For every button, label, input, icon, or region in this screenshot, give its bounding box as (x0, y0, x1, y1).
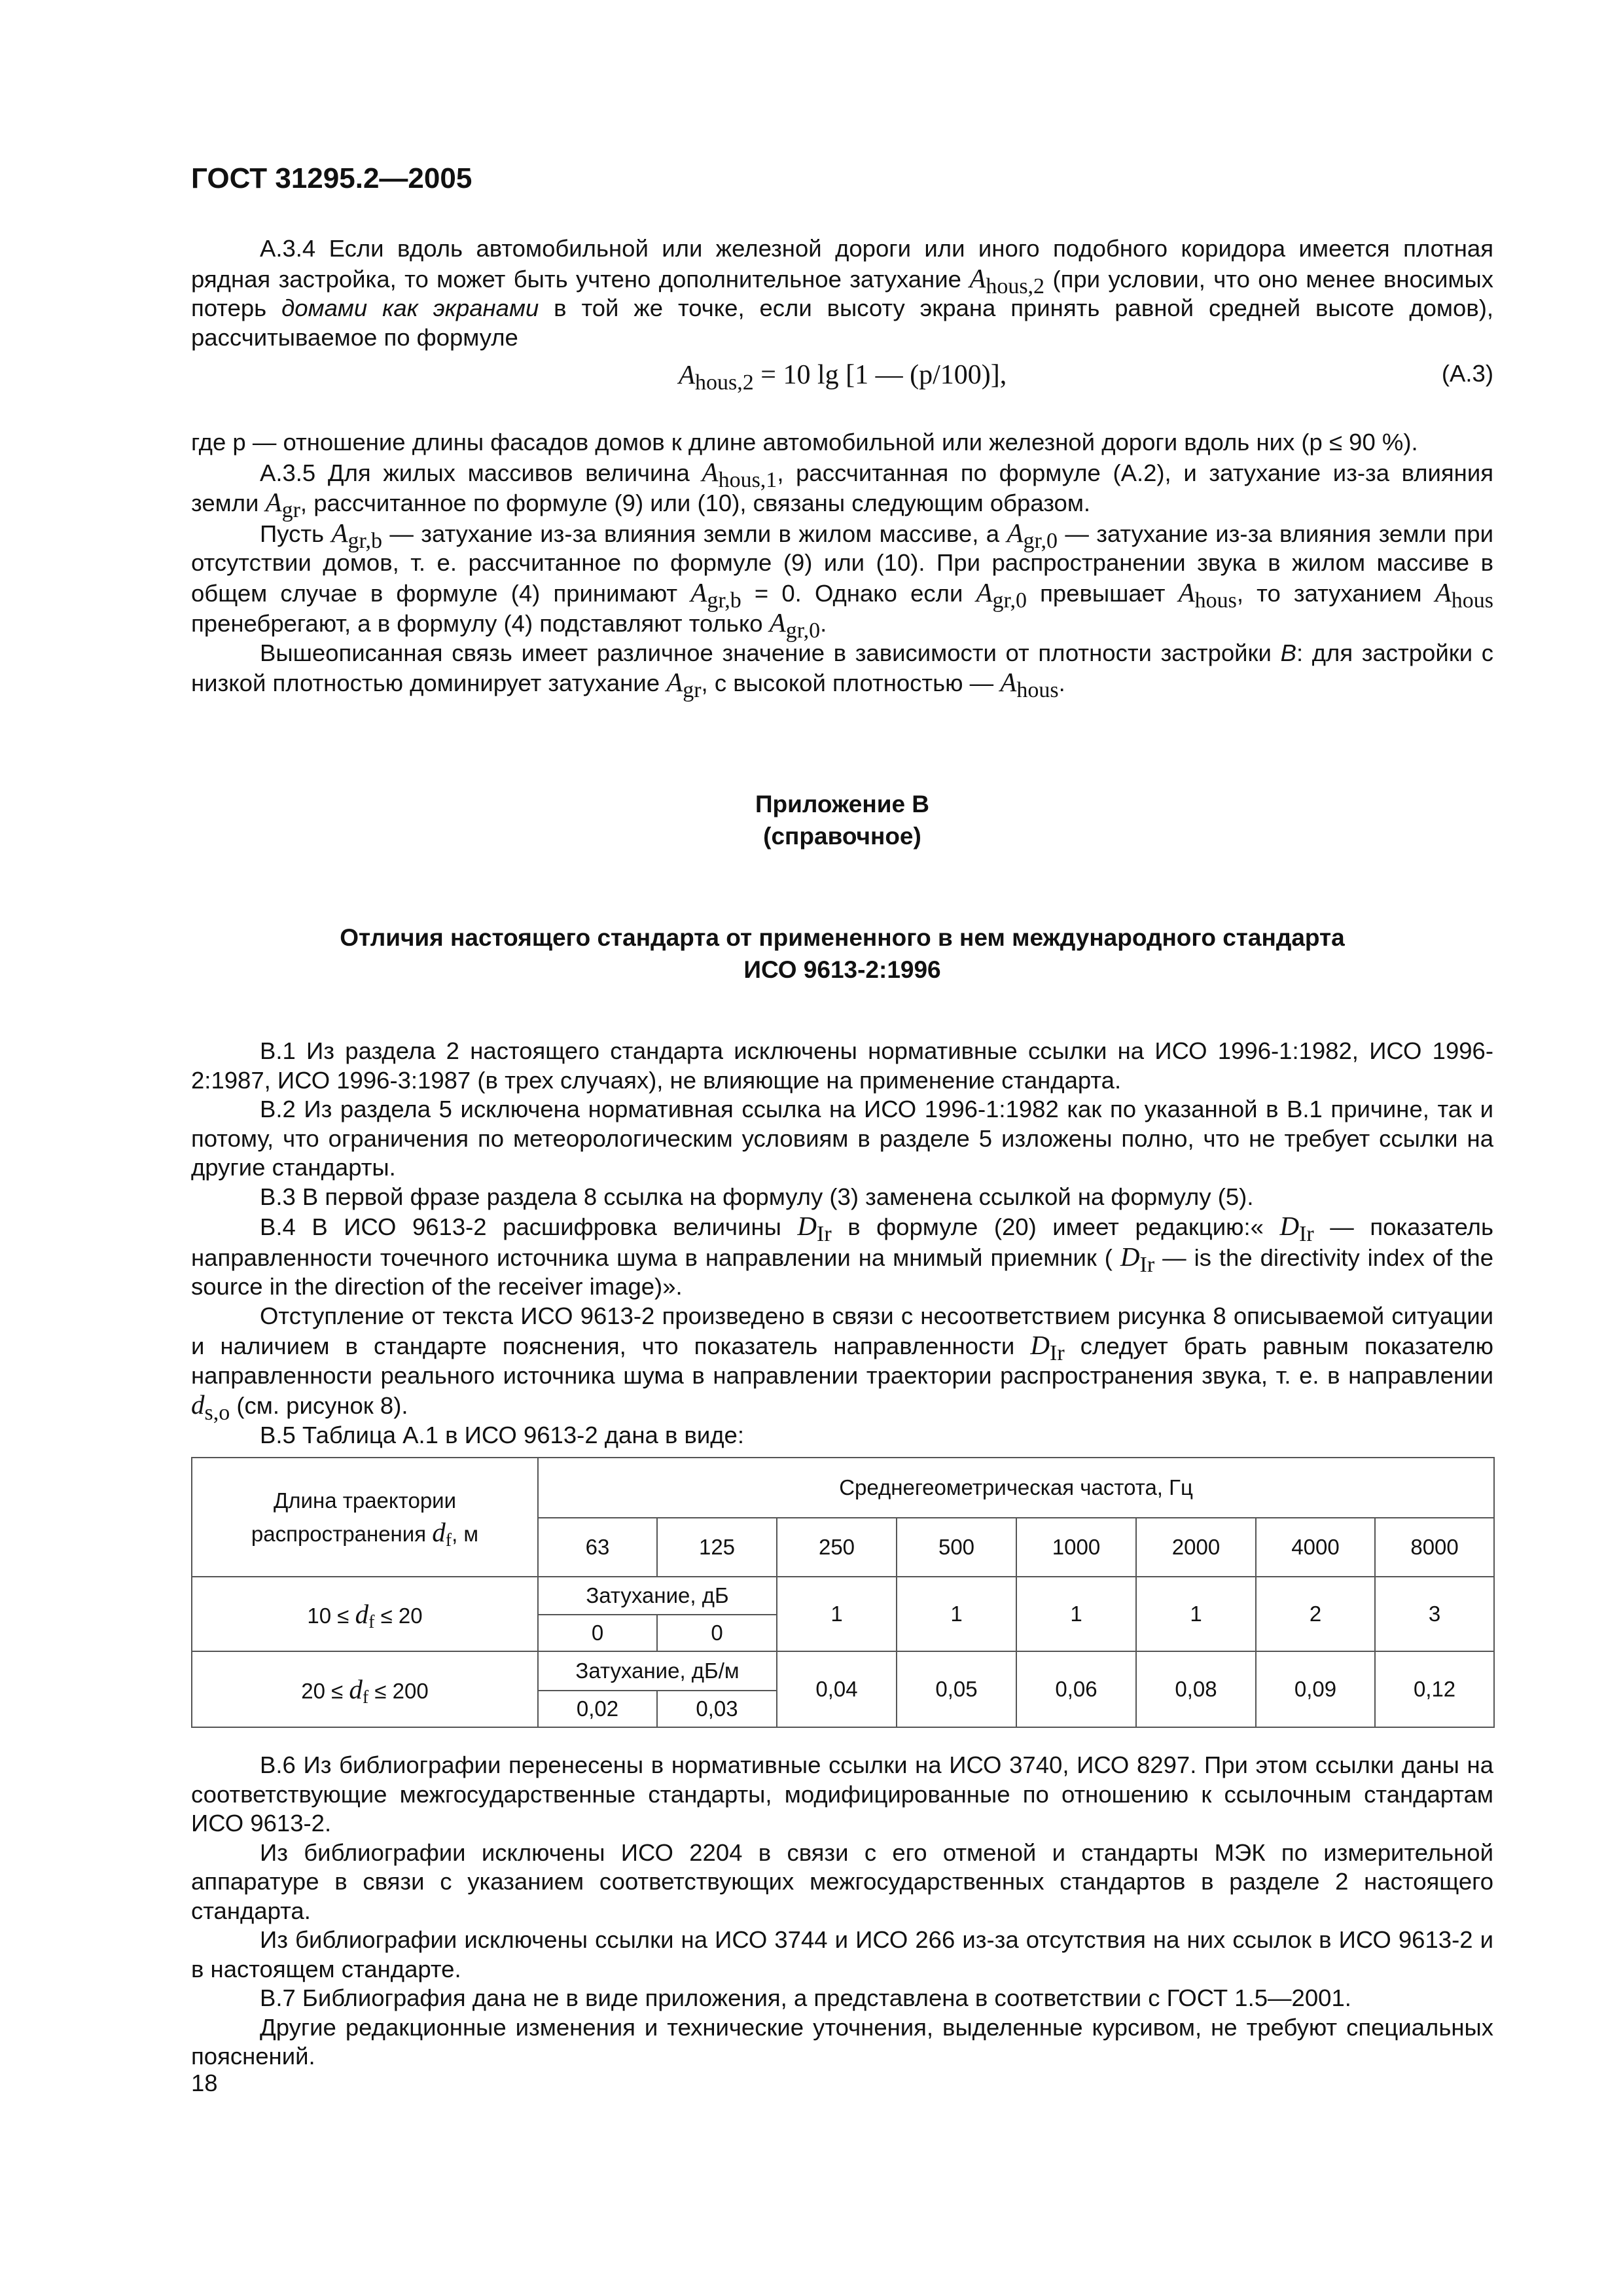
table-freq-cell: 2000 (1136, 1518, 1256, 1577)
formula-number: (А.3) (1441, 360, 1493, 387)
table-freq-cell: 1000 (1016, 1518, 1136, 1577)
table-value-cell: 1 (1016, 1577, 1136, 1651)
appendix-heading-line-2: ИСО 9613-2:1996 (743, 956, 941, 983)
table-value-cell: 0,06 (1016, 1651, 1136, 1727)
table-freq-cell: 8000 (1375, 1518, 1494, 1577)
paragraph-b6-2: Из библиографии исключены ИСО 2204 в связи с его отменой и стандарты МЭК по измерительной аппаратуре в связи с указанием соответствующих межгосударственных стандартов в разделе 2 настоящего стандарта. (191, 1839, 1493, 1924)
paragraph-b6-3: Из библиографии исключены ссылки на ИСО 3744 и ИСО 266 из-за отсутствия на них ссылок в ИСО 9613-2 и в настоящем стандарте. (191, 1926, 1493, 1982)
table-value-cell: 0,02 (538, 1691, 657, 1727)
appendix-title: Приложение В (755, 791, 930, 817)
paragraph-deviation: Отступление от текста ИСО 9613-2 произведено в связи с несоответствием рисунка 8 описываемой ситуации и наличием в стандарте пояснения, что показатель направленности DIr следует брать равным показателю направленности реального источника шума в направлении траектории распространения звука, т. е. в направлении ds,o (см. рисунок 8). (191, 1302, 1493, 1425)
section-a35 (191, 428, 1494, 702)
table-value-cell: 0 (657, 1615, 777, 1651)
paragraph-b1: В.1 Из раздела 2 настоящего стандарта исключены нормативные ссылки на ИСО 1996-1:1982, ИСО 1996-2:1987, ИСО 1996-3:1987 (в трех случаях), не влияющие на применение стандарта. (191, 1037, 1493, 1094)
table-freq-header: Среднегеометрическая частота, Гц (538, 1458, 1494, 1518)
table-freq-cell: 500 (897, 1518, 1016, 1577)
table-value-cell: 0,12 (1375, 1651, 1494, 1727)
table-unit-label: Затухание, дБ/м (538, 1651, 777, 1691)
table-row (192, 1651, 1494, 1691)
appendix-title-block (191, 788, 1493, 852)
paragraph-a35: А.3.5 Для жилых массивов величина Ahous,1, рассчитанная по формуле (А.2), и затухание из-за влияния земли Agr, рассчитанное по формуле (9) или (10), связаны следующим образом. (191, 456, 1493, 522)
formula-expression: $A_{hous,2} = 10$ lg [1 — (p/100)], (679, 359, 1007, 395)
paragraph-b5: В.5 Таблица А.1 в ИСО 9613-2 дана в виде: (260, 1421, 744, 1448)
table-freq-cell: 250 (777, 1518, 897, 1577)
table-value-cell: 1 (897, 1577, 1016, 1651)
table-value-cell: 1 (777, 1577, 897, 1651)
formula-a3 (191, 359, 1493, 393)
appendix-heading-line-1: Отличия настоящего стандарта от примененного в нем международного стандарта (340, 924, 1345, 951)
table-freq-cell: 63 (538, 1518, 657, 1577)
table-value-cell: 0 (538, 1615, 657, 1651)
section-a34 (191, 234, 1493, 352)
table-range-cell: $10 \le d_f \le 20$ (192, 1577, 538, 1651)
table-value-cell: 0,09 (1256, 1651, 1375, 1727)
appendix-kind: (справочное) (763, 823, 921, 850)
paragraph-b7-2: Другие редакционные изменения и технические уточнения, выделенные курсивом, не требуют специальных пояснений. (191, 2013, 1493, 2070)
table-value-cell: 1 (1136, 1577, 1256, 1651)
section-b6-b7 (191, 1751, 1493, 2072)
paragraph-let: Пусть Agr,b — затухание из-за влияния земли в жилом массиве, а Agr,0 — затухание из-за влияния земли при отсутствии домов, т. е. рассчитанное по формуле (9) или (10). При распространении звука в жилом массиве в общем случае в формуле (4) принимают Agr,b = 0. Однако если Agr,0 превышает Ahous, то затуханием Ahous пренебрегают, а в формулу (4) подставляют только Agr,0. (191, 517, 1494, 643)
page-number: 18 (191, 2070, 218, 2096)
paragraph-b4: В.4 В ИСО 9613-2 расшифровка величины DIr в формуле (20) имеет редакцию:« DIr — показатель направленности точечного источника шума в направлении на мнимый приемник ( DIr — is the directivity index of the source in the direction of the receiver image)». (191, 1211, 1494, 1300)
paragraph-above: Вышеописанная связь имеет различное значение в зависимости от плотности застройки B: для застройки с низкой плотностью доминирует затухание Agr, с высокой плотностью — Ahous. (191, 639, 1493, 702)
table-value-cell: 0,05 (897, 1651, 1016, 1727)
paragraph-b3: В.3 В первой фразе раздела 8 ссылка на формулу (3) заменена ссылкой на формулу (5). (260, 1183, 1254, 1210)
table-col-header: Длина траектории распространения $d_f$, м (192, 1458, 538, 1577)
table-freq-cell: 125 (657, 1518, 777, 1577)
paragraph-a34: А.3.4 Если вдоль автомобильной или железной дороги или иного подобного коридора имеется плотная рядная застройка, то может быть учтено дополнительное затухание Ahous,2 (при условии, что оно менее вносимых потерь домами как экранами в той же точке, если высоту экрана принять равной средней высоте домов), рассчитываемое по формуле (191, 235, 1494, 351)
paragraph-b7: В.7 Библиография дана не в виде приложения, а представлена в соответствии с ГОСТ 1.5—2001. (260, 1984, 1351, 2011)
table-value-cell: 0,03 (657, 1691, 777, 1727)
paragraph-where-p: где p — отношение длины фасадов домов к длине автомобильной или железной дороги вдоль них (p ≤ 90 %). (191, 429, 1418, 456)
appendix-heading (191, 922, 1493, 986)
attenuation-table (191, 1457, 1495, 1728)
paragraph-b2: В.2 Из раздела 5 исключена нормативная ссылка на ИСО 1996-1:1982 как по указанной в В.1 причине, так и потому, что ограничения по метеорологическим условиям в разделе 5 изложены полно, что не требует ссылки на другие стандарты. (191, 1096, 1493, 1181)
table-value-cell: 0,08 (1136, 1651, 1256, 1727)
table-freq-cell: 4000 (1256, 1518, 1375, 1577)
paragraph-b6: В.6 Из библиографии перенесены в нормативные ссылки на ИСО 3740, ИСО 8297. При этом ссылки даны на соответствующие межгосударственные стандарты, модифицированные по отношению к ссылочным стандартам ИСО 9613-2. (191, 1751, 1493, 1837)
section-b1-b5 (191, 1037, 1493, 1450)
table-range-cell: $20 \le d_f \le 200$ (192, 1651, 538, 1727)
table-unit-label: Затухание, дБ (538, 1577, 777, 1615)
table-header-row (192, 1458, 1494, 1518)
page-header: ГОСТ 31295.2—2005 (191, 162, 473, 194)
table-value-cell: 3 (1375, 1577, 1494, 1651)
table-row (192, 1577, 1494, 1615)
table-value-cell: 0,04 (777, 1651, 897, 1727)
table-value-cell: 2 (1256, 1577, 1375, 1651)
